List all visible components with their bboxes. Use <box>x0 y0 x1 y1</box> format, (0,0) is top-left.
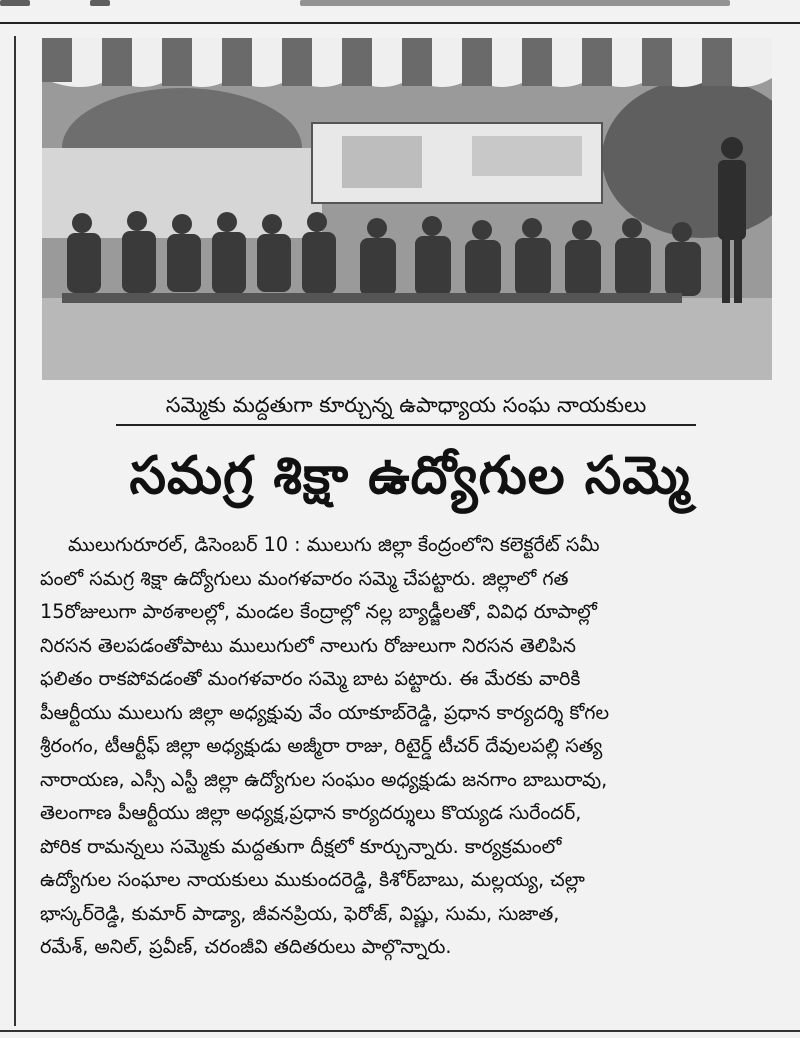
article-line: భాస్కర్‌రెడ్డి, కుమార్ పాడ్యా, జీవనప్రియ, ఫెరోజ్, విష్ణు, సుమ, సుజాత, <box>40 901 560 925</box>
article-line: ములుగురూరల్, డిసెంబర్ 10 : ములుగు జిల్లా కేంద్రంలోని కలెక్టరేట్ సమీ <box>68 533 600 556</box>
article-line: 15రోజులుగా పాఠశాలల్లో, మండల కేంద్రాల్లో నల్ల బ్యాడ్జీలతో, వివిధ రూపాల్లో <box>40 600 597 623</box>
bottom-divider <box>0 1030 800 1032</box>
article-body <box>40 528 778 964</box>
article-line: ఫలితం రాకపోవడంతో మంగళవారం సమ్మె బాట పట్టారు. ఈ మేరకు వారికి <box>40 667 581 690</box>
protest-photo-image <box>42 38 772 380</box>
article-line: నారాయణ, ఎస్సీ ఎస్టీ జిల్లా ఉద్యోగుల సంఘం అధ్యక్షుడు జనగాం బాబురావు, <box>40 767 608 791</box>
article-line: పంలో సమగ్ర శిక్షా ఉద్యోగులు మంగళవారం సమ్మె చేపట్టారు. జిల్లాలో గత <box>40 566 569 590</box>
previous-article-cutoff <box>0 0 800 14</box>
article-line: పోరిక రామన్నలు సమ్మెకు మద్దతుగా దీక్షలో కూర్చున్నారు. కార్యక్రమంలో <box>40 834 562 858</box>
article-line: తెలంగాణ పీఆర్టీయు జిల్లా అధ్యక్ష,ప్రధాన కార్యదర్శులు కొయ్యడ సురేందర్, <box>40 801 582 824</box>
article-headline: సమగ్ర శిక్షా ఉద్యోగుల సమ్మె <box>129 446 691 506</box>
top-divider <box>0 22 800 24</box>
article-line: పీఆర్టీయు ములుగు జిల్లా అధ్యక్షువు వేం యాకూబ్‌రెడ్డి, ప్రధాన కార్యదర్శి కోగల <box>40 700 610 724</box>
article-line: ఉద్యోగుల సంఘాల నాయకులు ముకుందరెడ్డి, కిశోర్‌బాబు, మల్లయ్య, చల్లా <box>40 868 585 891</box>
article-line: నిరసన తెలపడంతోపాటు ములుగులో నాలుగు రోజులుగా నిరసన తెలిపిన <box>40 633 576 657</box>
article-line: రమేశ్, అనిల్, ప్రవీణ్, చరంజీవి తదితరులు పాల్గొన్నారు. <box>40 935 452 958</box>
column-divider <box>14 36 16 1026</box>
photo-caption: సమ్మెకు మద్దతుగా కూర్చున్న ఉపాధ్యాయ సంఘ నాయకులు <box>116 390 696 426</box>
protest-photo <box>42 38 772 380</box>
article-line: శ్రీరంగం, టీఆర్టీఫ్ జిల్లా అధ్యక్షుడు అజ్మీరా రాజు, రిటైర్డ్ టీచర్ దేవులపల్లి సత్య <box>40 734 603 757</box>
